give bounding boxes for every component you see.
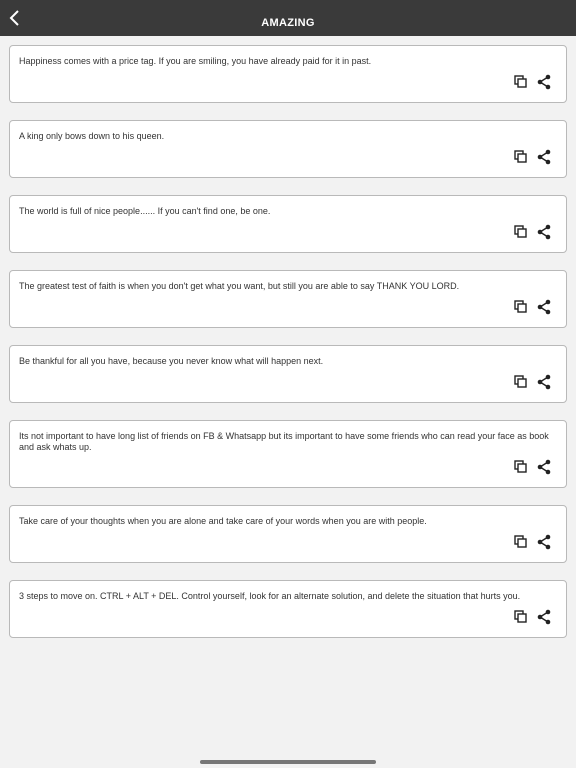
share-icon[interactable]: [536, 374, 552, 390]
share-icon[interactable]: [536, 299, 552, 315]
quote-actions: [514, 534, 552, 550]
quote-actions: [514, 459, 552, 475]
quote-actions: [514, 374, 552, 390]
share-icon[interactable]: [536, 534, 552, 550]
quote-card: [9, 195, 567, 253]
quote-text: Happiness comes with a price tag. If you are smiling, you have already paid for it in past.: [19, 56, 372, 66]
share-icon[interactable]: [536, 459, 552, 475]
copy-icon[interactable]: [514, 225, 528, 239]
copy-icon[interactable]: [514, 610, 528, 624]
copy-icon[interactable]: [514, 150, 528, 164]
page-title: AMAZING: [261, 17, 315, 29]
quote-card: [9, 420, 567, 488]
quote-actions: [514, 299, 552, 315]
share-icon[interactable]: [536, 609, 552, 625]
quote-card: [9, 345, 567, 403]
copy-icon[interactable]: [514, 375, 528, 389]
top-bar: [0, 0, 576, 36]
quote-actions: [514, 609, 552, 625]
quote-text: The world is full of nice people...... If you can't find one, be one.: [19, 206, 271, 216]
quote-card: [9, 580, 567, 638]
quote-text: A king only bows down to his queen.: [19, 131, 165, 141]
quote-card: [9, 270, 567, 328]
copy-icon[interactable]: [514, 535, 528, 549]
quote-text: Take care of your thoughts when you are alone and take care of your words when you are with people.: [19, 516, 427, 526]
quote-list: [9, 45, 567, 655]
quote-text: 3 steps to move on. CTRL + ALT + DEL. Control yourself, look for an alternate solution, and delete the situation that hurts you.: [19, 591, 521, 601]
share-icon[interactable]: [536, 74, 552, 90]
home-indicator[interactable]: [200, 760, 376, 764]
quote-actions: [514, 224, 552, 240]
quote-text: Be thankful for all you have, because you never know what will happen next.: [19, 356, 324, 366]
quote-card: [9, 45, 567, 103]
quote-card: [9, 505, 567, 563]
copy-icon[interactable]: [514, 75, 528, 89]
share-icon[interactable]: [536, 224, 552, 240]
quote-text: Its not important to have long list of friends on FB & Whatsapp but its important to have some friends who can read your face as book and ask whats up.: [19, 431, 549, 452]
copy-icon[interactable]: [514, 300, 528, 314]
quote-card: [9, 120, 567, 178]
share-icon[interactable]: [536, 149, 552, 165]
quote-actions: [514, 74, 552, 90]
quote-text: The greatest test of faith is when you don't get what you want, but still you are able to say THANK YOU LORD.: [19, 281, 460, 291]
quote-actions: [514, 149, 552, 165]
copy-icon[interactable]: [514, 460, 528, 474]
